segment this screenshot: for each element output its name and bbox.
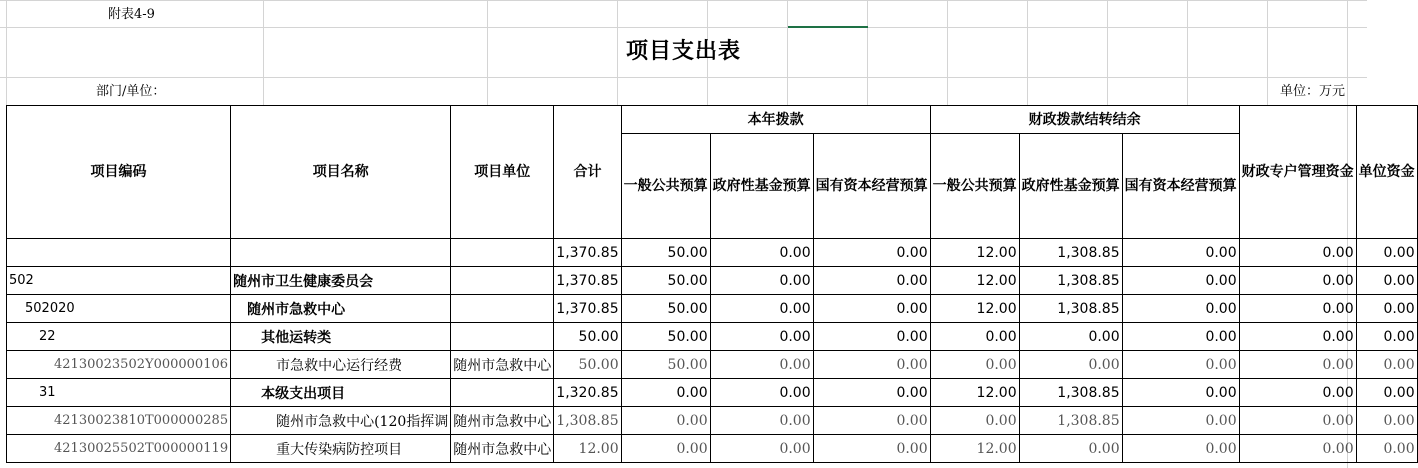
gridline <box>0 0 1367 1</box>
cell-amount[interactable]: 1,308.85 <box>1019 239 1122 267</box>
cell-amount[interactable]: 50.00 <box>621 323 710 351</box>
cell-amount[interactable]: 0.00 <box>710 323 813 351</box>
cell-project-code[interactable]: 502020 <box>7 295 231 323</box>
cell-amount[interactable]: 50.00 <box>621 267 710 295</box>
cell-amount[interactable]: 0.00 <box>1356 295 1417 323</box>
cell-amount[interactable]: 1,320.85 <box>554 379 621 407</box>
cell-amount[interactable]: 0.00 <box>1019 323 1122 351</box>
cell-amount[interactable]: 1,308.85 <box>1019 407 1122 435</box>
table-row <box>7 407 1418 435</box>
table-row <box>7 295 1418 323</box>
header-group-carryover[interactable]: 财政拨款结转结余 <box>930 106 1239 134</box>
header-g2-general[interactable]: 一般公共预算 <box>930 134 1019 239</box>
cell-amount[interactable]: 0.00 <box>710 379 813 407</box>
cell-amount[interactable]: 0.00 <box>930 407 1019 435</box>
header-g1-state[interactable]: 国有资本经营预算 <box>813 134 930 239</box>
cell-amount[interactable]: 0.00 <box>1239 407 1356 435</box>
cell-amount[interactable]: 50.00 <box>621 351 710 379</box>
cell-amount[interactable]: 0.00 <box>1356 239 1417 267</box>
table-row <box>7 435 1418 463</box>
cell-amount[interactable]: 0.00 <box>621 435 710 463</box>
cell-project-code[interactable]: 42130023810T000000285 <box>7 407 231 435</box>
cell-amount[interactable]: 50.00 <box>554 323 621 351</box>
cell-amount[interactable]: 0.00 <box>1122 407 1239 435</box>
cell-project-code[interactable]: 22 <box>7 323 231 351</box>
cell-amount[interactable]: 0.00 <box>1122 323 1239 351</box>
cell-amount[interactable]: 0.00 <box>1356 407 1417 435</box>
cell-project-code[interactable]: 42130025502T000000119 <box>7 435 231 463</box>
cell-amount[interactable]: 0.00 <box>813 323 930 351</box>
cell-amount[interactable]: 0.00 <box>1122 267 1239 295</box>
cell-amount[interactable]: 0.00 <box>621 407 710 435</box>
table-body <box>7 239 1418 463</box>
project-expenditure-table <box>6 105 1418 463</box>
cell-amount[interactable]: 0.00 <box>1239 435 1356 463</box>
cell-project-unit[interactable] <box>451 267 554 295</box>
cell-project-unit[interactable] <box>451 379 554 407</box>
cell-project-name[interactable]: 随州市急救中心(120指挥调 <box>231 407 451 435</box>
cell-amount[interactable]: 0.00 <box>1239 351 1356 379</box>
header-code[interactable]: 项目编码 <box>7 106 231 239</box>
cell-amount[interactable]: 12.00 <box>930 379 1019 407</box>
cell-amount[interactable]: 0.00 <box>1239 267 1356 295</box>
department-label: 部门/单位： <box>96 84 166 99</box>
cell-project-code[interactable] <box>7 239 231 267</box>
cell-project-code[interactable]: 42130023502Y000000106 <box>7 351 231 379</box>
cell-project-name[interactable]: 重大传染病防控项目 <box>231 435 451 463</box>
cell-amount[interactable]: 0.00 <box>1239 239 1356 267</box>
gridline <box>0 27 1367 28</box>
cell-amount[interactable]: 0.00 <box>813 351 930 379</box>
cell-project-name[interactable]: 随州市急救中心 <box>231 295 451 323</box>
cell-amount[interactable]: 0.00 <box>1122 351 1239 379</box>
cell-amount[interactable]: 50.00 <box>554 351 621 379</box>
cell-amount[interactable]: 1,308.85 <box>1019 379 1122 407</box>
header-g1-fund[interactable]: 政府性基金预算 <box>710 134 813 239</box>
header-g2-state[interactable]: 国有资本经营预算 <box>1122 134 1239 239</box>
header-group-current-year[interactable]: 本年拨款 <box>621 106 930 134</box>
cell-project-name[interactable]: 市急救中心运行经费 <box>231 351 451 379</box>
annex-label: 附表4-9 <box>108 7 155 22</box>
header-g2-fund[interactable]: 政府性基金预算 <box>1019 134 1122 239</box>
cell-amount[interactable]: 0.00 <box>930 351 1019 379</box>
cell-amount[interactable]: 0.00 <box>1356 267 1417 295</box>
cell-amount[interactable]: 0.00 <box>710 407 813 435</box>
cell-amount[interactable]: 1,370.85 <box>554 267 621 295</box>
cell-project-unit[interactable]: 随州市急救中心 <box>451 435 554 463</box>
cell-amount[interactable]: 0.00 <box>710 351 813 379</box>
unit-label: 单位：万元 <box>1279 84 1345 99</box>
cell-project-unit[interactable] <box>451 295 554 323</box>
cell-amount[interactable]: 12.00 <box>930 239 1019 267</box>
cell-amount[interactable]: 0.00 <box>710 267 813 295</box>
cell-amount[interactable]: 0.00 <box>813 435 930 463</box>
cell-amount[interactable]: 0.00 <box>1356 323 1417 351</box>
cell-amount[interactable]: 0.00 <box>710 295 813 323</box>
cell-amount[interactable]: 0.00 <box>1239 323 1356 351</box>
cell-amount[interactable]: 12.00 <box>930 295 1019 323</box>
cell-amount[interactable]: 1,370.85 <box>554 295 621 323</box>
cell-project-unit[interactable] <box>451 323 554 351</box>
cell-project-name[interactable]: 随州市卫生健康委员会 <box>231 267 451 295</box>
header-own-fund[interactable]: 单位资金 <box>1356 106 1417 239</box>
cell-amount[interactable]: 1,370.85 <box>554 239 621 267</box>
table-row <box>7 239 1418 267</box>
table-row <box>7 323 1418 351</box>
cell-project-name[interactable]: 其他运转类 <box>231 323 451 351</box>
cell-amount[interactable]: 1,308.85 <box>1019 295 1122 323</box>
cell-amount[interactable]: 0.00 <box>1356 351 1417 379</box>
cell-amount[interactable]: 0.00 <box>1356 435 1417 463</box>
cell-amount[interactable]: 0.00 <box>710 435 813 463</box>
gridline <box>0 77 1367 78</box>
table-row <box>7 267 1418 295</box>
cell-amount[interactable]: 12.00 <box>554 435 621 463</box>
cell-amount[interactable]: 0.00 <box>1019 435 1122 463</box>
cell-amount[interactable]: 0.00 <box>813 295 930 323</box>
cell-amount[interactable]: 0.00 <box>1019 351 1122 379</box>
cell-amount[interactable]: 0.00 <box>710 239 813 267</box>
cell-amount[interactable]: 0.00 <box>1122 379 1239 407</box>
cell-amount[interactable]: 1,308.85 <box>554 407 621 435</box>
cell-amount[interactable]: 0.00 <box>813 407 930 435</box>
cell-amount[interactable]: 0.00 <box>621 379 710 407</box>
page-title: 项目支出表 <box>625 39 741 64</box>
cell-amount[interactable]: 0.00 <box>813 379 930 407</box>
cell-amount[interactable]: 12.00 <box>930 267 1019 295</box>
header-g1-general[interactable]: 一般公共预算 <box>621 134 710 239</box>
cell-amount[interactable]: 0.00 <box>1122 239 1239 267</box>
table-row <box>7 351 1418 379</box>
selected-cell-indicator <box>788 26 868 28</box>
cell-amount[interactable]: 0.00 <box>1239 379 1356 407</box>
cell-amount[interactable]: 0.00 <box>1356 379 1417 407</box>
table-row <box>7 379 1418 407</box>
header-total[interactable]: 合计 <box>554 106 621 239</box>
cell-amount[interactable]: 0.00 <box>813 239 930 267</box>
cell-amount[interactable]: 12.00 <box>930 435 1019 463</box>
cell-amount[interactable]: 1,308.85 <box>1019 267 1122 295</box>
cell-amount[interactable]: 0.00 <box>1239 295 1356 323</box>
header-name[interactable]: 项目名称 <box>231 106 451 239</box>
cell-project-name[interactable]: 本级支出项目 <box>231 379 451 407</box>
cell-amount[interactable]: 0.00 <box>930 323 1019 351</box>
cell-amount[interactable]: 50.00 <box>621 295 710 323</box>
cell-amount[interactable]: 0.00 <box>813 267 930 295</box>
cell-project-name[interactable] <box>231 239 451 267</box>
header-unit[interactable]: 项目单位 <box>451 106 554 239</box>
cell-amount[interactable]: 0.00 <box>1122 435 1239 463</box>
cell-project-code[interactable]: 31 <box>7 379 231 407</box>
cell-project-unit[interactable] <box>451 239 554 267</box>
cell-project-unit[interactable]: 随州市急救中心 <box>451 407 554 435</box>
cell-project-unit[interactable]: 随州市急救中心 <box>451 351 554 379</box>
cell-project-code[interactable]: 502 <box>7 267 231 295</box>
cell-amount[interactable]: 50.00 <box>621 239 710 267</box>
header-special-fund[interactable]: 财政专户管理资金 <box>1239 106 1356 239</box>
header-row-1 <box>7 106 1418 134</box>
cell-amount[interactable]: 0.00 <box>1122 295 1239 323</box>
